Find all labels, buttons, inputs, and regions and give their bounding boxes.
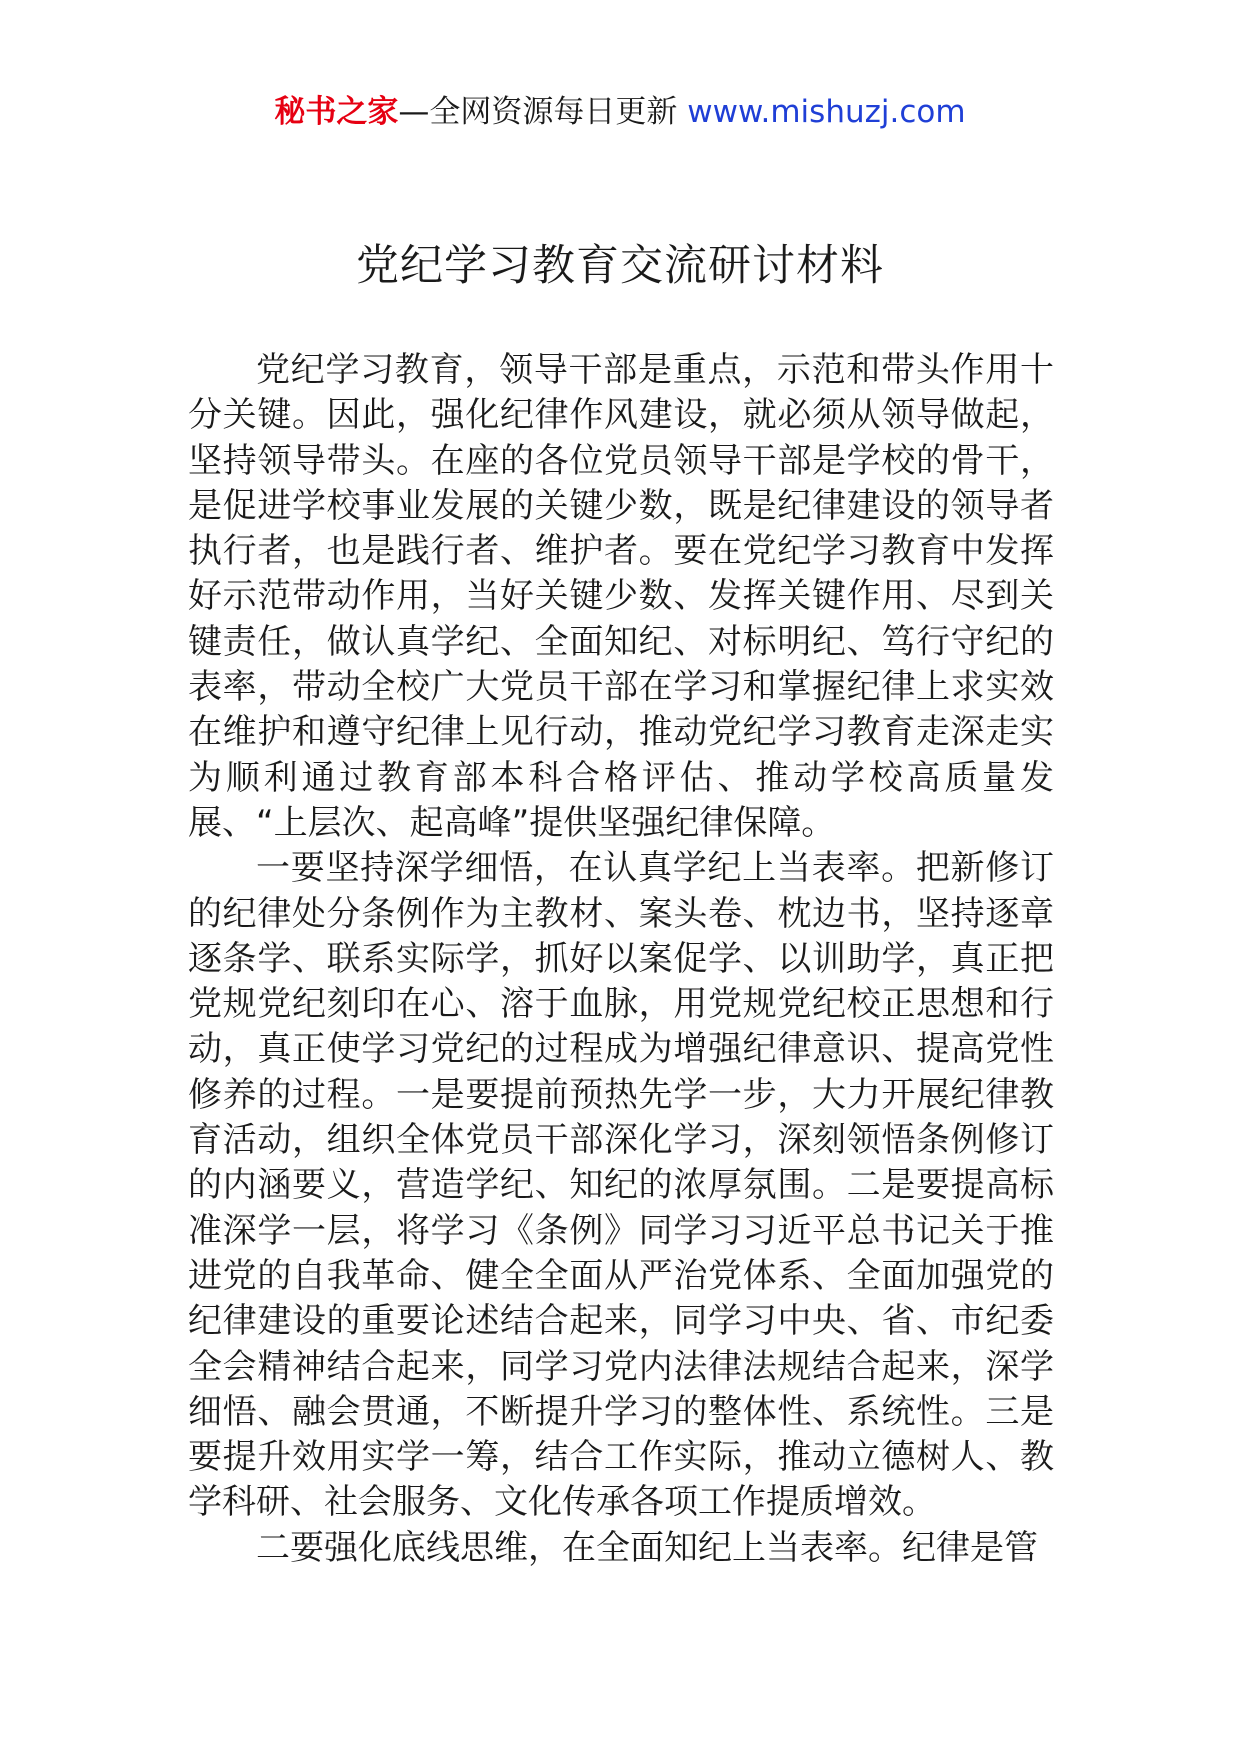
document-title: 党纪学习教育交流研讨材料 (356, 241, 884, 291)
brand-name: 秘书之家 (274, 94, 399, 130)
body-paragraph-2: 一要坚持深学细悟，在认真学纪上当表率。把新修订的纪律处分条例作为主教材、案头卷、枕边书，坚持逐章逐条学、联系实际学，抓好以案促学、以训助学，真正把党规党纪刻印在心、溶于血脉，用党规党纪校正思想和行动，真正使学习党纪的过程成为增强纪律意识、提高党性修养的过程。一是要提前预热先学一步，大力开展纪律教育活动，组织全体党员干部深化学习，深刻领悟条例修订的内涵要义，营造学纪、知纪的浓厚氛围。二是要提高标准深学一层，将学习《条例》同学习习近平总书记关于推进党的自我革命、健全全面从严治党体系、全面加强党的纪律建设的重要论述结合起来，同学习中央、省、市纪委全会精神结合起来，同学习党内法律法规结合起来，深学细悟、融会贯通，不断提升学习的整体性、系统性。三是要提升效用实学一筹，结合工作实际，推动立德树人、教学科研、社会服务、文化传承各项工作提质增效。 (188, 848, 1054, 1523)
body-paragraph-3: 二要强化底线思维，在全面知纪上当表率。纪律是管 (256, 1527, 1038, 1568)
header-slogan: —全网资源每日更新 (398, 94, 678, 130)
body-paragraph-1: 党纪学习教育，领导干部是重点，示范和带头作用十分关键。因此，强化纪律作风建设，就必须从领导做起，坚持领导带头。在座的各位党员领导干部是学校的骨干，是促进学校事业发展的关键少数，既是纪律建设的领导者执行者，也是践行者、维护者。要在党纪学习教育中发挥好示范带动作用，当好关键少数、发挥关键作用、尽到关键责任，做认真学纪、全面知纪、对标明纪、笃行守纪的表率，带动全校广大党员干部在学习和掌握纪律上求实效在维护和遵守纪律上见行动，推动党纪学习教育走深走实为顺利通过教育部本科合格评估、推动学校高质量发展、“上层次、起高峰”提供坚强纪律保障。 (188, 350, 1054, 843)
site-header (0, 92, 1240, 132)
site-url-link[interactable]: www.mishuzj.com (687, 94, 966, 130)
document-body (188, 348, 1054, 1571)
